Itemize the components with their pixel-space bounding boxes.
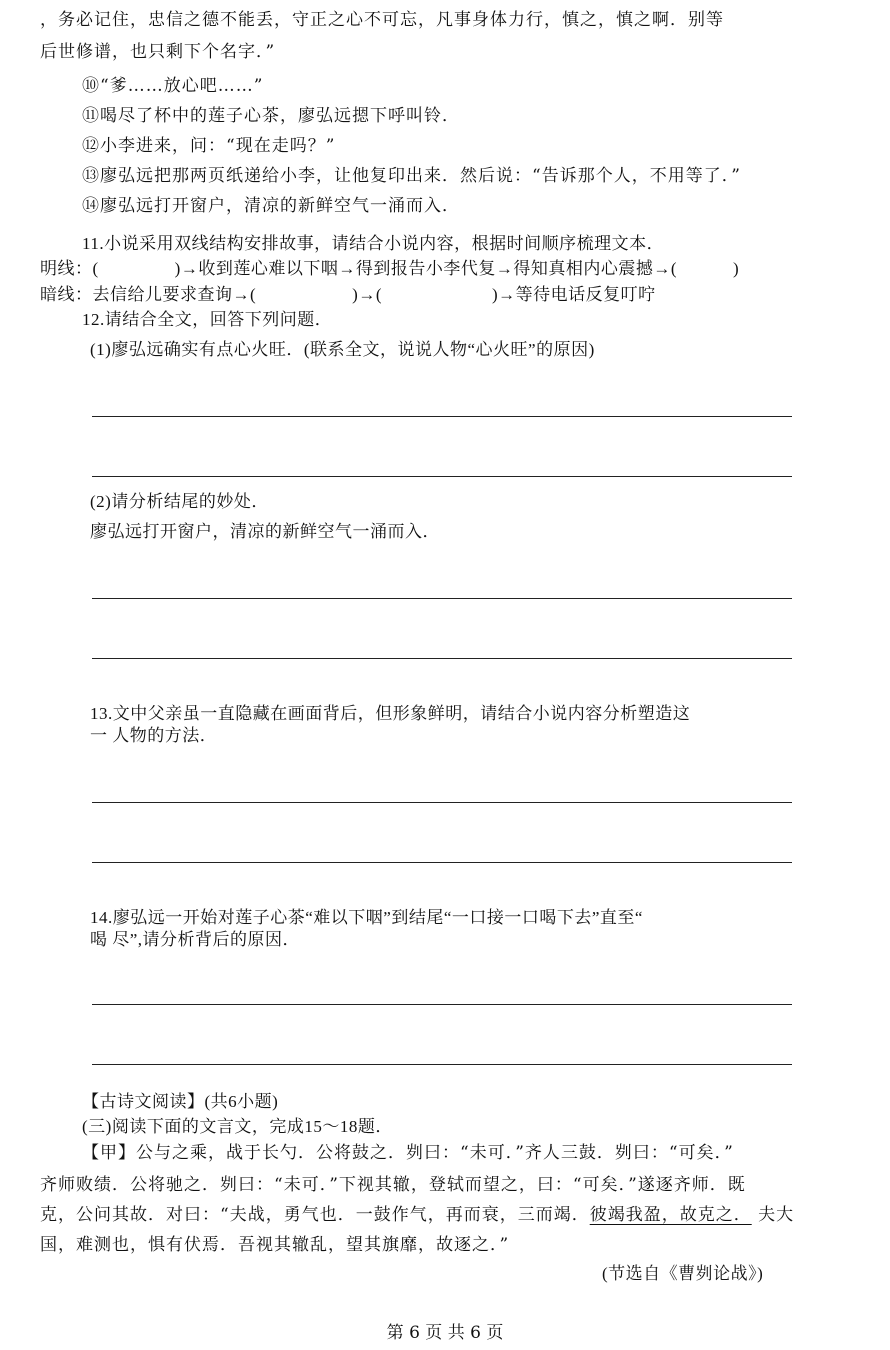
story-line-2: 后世修谱，也只剩下个名字．” bbox=[40, 42, 276, 62]
classical-line-3 bbox=[40, 1203, 794, 1227]
q13-line-2: 一 人物的方法． bbox=[90, 726, 218, 745]
paragraph-13: ⑬廖弘远把那两页纸递给小李，让他复印出来．然后说：“告诉那个人，不用等了．” bbox=[82, 166, 741, 186]
q11-dark-line bbox=[40, 283, 656, 307]
paragraph-10: ⑩“爹……放心吧……” bbox=[82, 76, 264, 96]
answer-line[interactable] bbox=[92, 862, 792, 863]
classical-line-1: 【甲】公与之乘，战于长勺．公将鼓之．刿曰：“未可．”齐人三鼓．刿曰：“可矣．” bbox=[82, 1143, 734, 1163]
answer-line[interactable] bbox=[92, 476, 792, 477]
paragraph-11: ⑪喝尽了杯中的莲子心茶，廖弘远摁下呼叫铃． bbox=[82, 106, 460, 126]
classical-line-3-text: 克，公问其故．对曰：“夫战，勇气也．一鼓作气，再而衰，三而竭． bbox=[40, 1205, 590, 1225]
answer-line[interactable] bbox=[92, 416, 792, 417]
dark-line-end: )→等待电话反复叮咛 bbox=[492, 285, 656, 304]
q12-sub-2: (2)请分析结尾的妙处． bbox=[90, 492, 269, 511]
dark-line-middle: )→( bbox=[352, 285, 382, 304]
page-number: 第 6 页 共 6 页 bbox=[386, 1323, 504, 1343]
answer-line[interactable] bbox=[92, 1004, 792, 1005]
underlined-sentence: 彼竭我盈，故克之． bbox=[589, 1205, 752, 1225]
section-instruction: (三)阅读下面的文言文，完成15～18题． bbox=[82, 1117, 393, 1136]
q12-sub-1: (1)廖弘远确实有点心火旺．(联系全文，说说人物“心火旺”的原因) bbox=[90, 340, 595, 359]
paragraph-12: ⑫小李进来，问：“现在走吗？” bbox=[82, 136, 336, 156]
classical-line-4: 国，难测也，惧有伏焉．吾视其辙乱，望其旗靡，故逐之．” bbox=[40, 1235, 510, 1255]
bright-line-label: 明线：( bbox=[40, 259, 99, 278]
classical-line-2: 齐师败绩．公将驰之．刿曰：“未可．”下视其辙，登轼而望之，曰：“可矣．”遂逐齐师．既 bbox=[40, 1175, 746, 1195]
q11-bright-line bbox=[40, 257, 739, 281]
answer-line[interactable] bbox=[92, 658, 792, 659]
section-title: 【古诗文阅读】(共6小题) bbox=[82, 1092, 279, 1111]
paragraph-14: ⑭廖弘远打开窗户，清凉的新鲜空气一涌而入． bbox=[82, 196, 460, 216]
q14-line-1: 14.廖弘远一开始对莲子心茶“难以下咽”到结尾“一口接一口喝下去”直至“ bbox=[90, 908, 643, 927]
bright-line-end: ) bbox=[733, 259, 740, 278]
q12-sub-2-quote: 廖弘远打开窗户，清凉的新鲜空气一涌而入． bbox=[90, 522, 440, 541]
q11-stem: 11.小说采用双线结构安排故事，请结合小说内容，根据时间顺序梳理文本． bbox=[82, 234, 665, 253]
story-line-1: ，务必记住，忠信之德不能丢，守正之心不可忘，凡事身体力行，慎之，慎之啊．别等 bbox=[40, 10, 724, 30]
answer-line[interactable] bbox=[92, 598, 792, 599]
q12-stem: 12.请结合全文，回答下列问题． bbox=[82, 310, 333, 329]
q13-line-1: 13.文中父亲虽一直隐藏在画面背后，但形象鲜明，请结合小说内容分析塑造这 bbox=[90, 704, 691, 723]
dark-line-label: 暗线：去信给儿要求查询→( bbox=[40, 285, 257, 304]
source-citation: (节选自《曹刿论战》) bbox=[602, 1264, 764, 1283]
q14-line-2: 喝 尽”,请分析背后的原因． bbox=[90, 930, 301, 949]
answer-line[interactable] bbox=[92, 802, 792, 803]
answer-line[interactable] bbox=[92, 1064, 792, 1065]
bright-line-middle: )→收到莲心难以下咽→得到报告小李代复→得知真相内心震撼→( bbox=[174, 259, 677, 278]
classical-line-3-end: 夫大 bbox=[758, 1205, 795, 1225]
